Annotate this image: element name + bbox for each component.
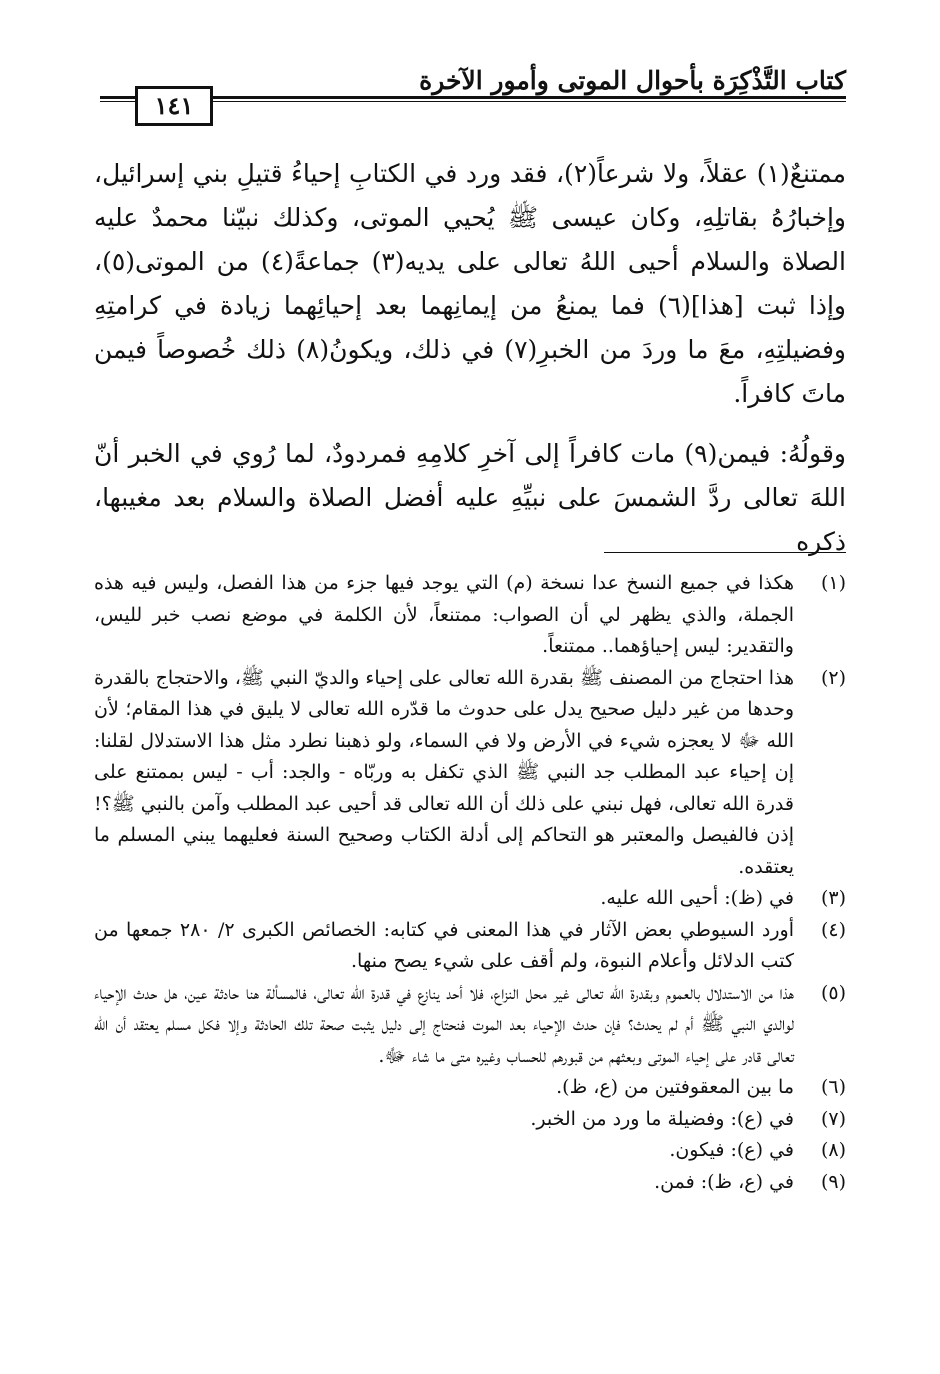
footnotes-list (94, 568, 846, 1198)
footnote-number: (٧) (820, 1107, 846, 1130)
footnote-text: في (ظ): أحيى الله عليه. (600, 887, 794, 909)
footnote-number: (٦) (820, 1076, 846, 1098)
footnote (94, 1072, 846, 1104)
footnote-text: في (ع): فيكون. (669, 1139, 794, 1161)
footnote-text: ما بين المعقوفتين من (ع، ظ). (556, 1076, 794, 1098)
paragraph: ممتنعٌ(١) عقلاً، ولا شرعاً(٢)، فقد ورد في الكتابِ إحياءُ قتيلِ بني إسرائيل، وإخبارُهُ بقاتلِهِ، وكان عيسى ﷺ يُحيي الموتى، وكذلك نبيّنا محمدٌ عليه الصلاة والسلام أحيى اللهُ تعالى على يديه(٣) جماعةً(٤) من الموتى(٥)، وإذا ثبت [هذا](٦) فما يمنعُ من إيمانِهما بعد إحيائِهما زيادة في كرامتِهِ وفضيلتِهِ، معَ ما وردَ من الخبرِ(٧) في ذلك، ويكونُ(٨) ذلك خُصوصاً فيمن ماتَ كافراً. (94, 159, 846, 408)
footnote (94, 915, 846, 978)
footnote (94, 1135, 846, 1167)
footnote-text: هذا احتجاج من المصنف ﷺ بقدرة الله تعالى على إحياء والديّ النبي ﷺ، والاحتجاج بالقدرة وحدها من غير دليل صحيح يدل على حدوث ما قدّره الله تعالى لا يليق في هذا المقام؛ لأن الله ﷻ لا يعجزه شيء في الأرض ولا في السماء، ولو ذهبنا نطرد مثل هذا الاستدلال لقلنا: إن إحياء عبد المطلب جد النبي ﷺ الذي تكفل به وربّاه - والجد: أب - ليس بممتنع على قدرة الله تعالى، فهل نبني على ذلك أن الله تعالى قد أحيى عبد المطلب وآمن بالنبي ﷺ؟! إذن فالفيصل والمعتبر هو التحاكم إلى أدلة الكتاب وصحيح السنة فعليهما يبني المسلم ما يعتقده. (94, 666, 794, 878)
main-text (94, 152, 846, 564)
footnote-text: في (ع): وفضيلة ما ورد من الخبر. (530, 1107, 794, 1130)
footnote (94, 1167, 846, 1199)
footnote-text: في (ع، ظ): فمن. (654, 1170, 794, 1193)
footnote-text: هذا من الاستدلال بالعموم وبقدرة الله تعالى غير محل النزاع، فلا أحد ينازع في قدرة الله تعالى، فالمسألة هنا حادثة عين، هل حدث الإحياء لوالدي النبي ﷺ أم لم يحدث؟ فإن حدث الإحياء بعد الموت فنحتاج إلى دليل يثبت صحة تلك الحادثة وإلا فكل مسلم يعتقد أن الله تعالى قادر على إحياء الموتى وبعثهم من قبورهم للحساب وغيره متى ما شاء ﷻ. (94, 981, 794, 1067)
footnote-divider (604, 552, 846, 553)
footnote-number: (٩) (820, 1170, 846, 1193)
footnote-number: (٨) (820, 1139, 846, 1161)
footnote (94, 663, 846, 884)
page-number: ١٤١ (135, 86, 213, 126)
paragraph: وقولُهُ: فيمن(٩) مات كافراً إلى آخرِ كلامِهِ فمردودٌ، لما رُوي في الخبر أنّ اللهَ تعالى ردَّ الشمسَ على نبيِّهِ عليه أفضل الصلاة والسلام بعد مغيبها، ذكره (94, 439, 846, 556)
footnote-number: (٢) (820, 666, 846, 689)
footnote (94, 568, 846, 663)
footnote-text: هكذا في جميع النسخ عدا نسخة (م) التي يوجد فيها جزء من هذا الفصل، وليس فيه هذه الجملة، والذي يظهر لي أن الصواب: ممتنعاً، لأن الكلمة في موضع نصب خبر لليس، والتقدير: ليس إحياؤهما.. ممتنعاً. (94, 572, 794, 657)
footnote (94, 978, 846, 1073)
footnote-number: (٤) (820, 918, 846, 941)
footnote-number: (٥) (820, 981, 846, 1004)
running-title: كتاب التَّذْكِرَة بأحوال الموتى وأمور الآخرة (419, 66, 846, 95)
footnote-number: (٣) (820, 887, 846, 909)
footnote (94, 883, 846, 915)
footnote-text: أورد السيوطي بعض الآثار في هذا المعنى في كتابه: الخصائص الكبرى ٢/ ٢٨٠ جمعها من كتب الدلائل وأعلام النبوة، ولم أقف على شيء يصح منها. (94, 918, 794, 972)
footnote-number: (١) (820, 572, 846, 594)
footnote (94, 1104, 846, 1136)
